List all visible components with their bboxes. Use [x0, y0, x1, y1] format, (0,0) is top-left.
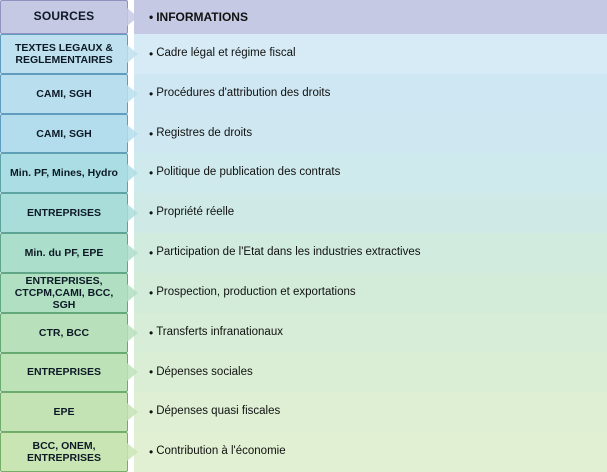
- information-label: Contribution à l'économie: [156, 445, 286, 458]
- diagram-row: [0, 34, 607, 74]
- diagram-row: [0, 74, 607, 114]
- information-label: Propriété réelle: [156, 206, 235, 219]
- source-cell: [0, 74, 128, 114]
- source-label: CAMI, SGH: [36, 127, 92, 140]
- diagram-row: [0, 392, 607, 432]
- source-label: ENTREPRISES: [26, 207, 102, 220]
- informations-column-header-label: INFORMATIONS: [156, 9, 248, 24]
- source-label: BCC, ONEM, ENTREPRISES: [26, 439, 102, 465]
- diagram-row: [0, 153, 607, 193]
- bullet-icon: •: [149, 405, 154, 420]
- source-label: ENTREPRISES, CTCPM,CAMI, BCC, SGH: [14, 274, 114, 311]
- information-label: Registres de droits: [156, 126, 253, 139]
- information-cell: [134, 34, 607, 74]
- source-cell: [0, 313, 128, 353]
- diagram-header-row: [0, 0, 607, 34]
- source-label: CAMI, SGH: [36, 87, 92, 100]
- source-label: EPE: [53, 406, 75, 419]
- source-cell: [0, 153, 128, 193]
- bullet-icon: •: [149, 245, 154, 260]
- bullet-icon: •: [149, 206, 154, 221]
- diagram-row: [0, 353, 607, 393]
- bullet-icon: •: [149, 10, 154, 24]
- source-cell: [0, 353, 128, 393]
- source-cell: [0, 432, 128, 472]
- source-cell: [0, 273, 128, 313]
- diagram-row: [0, 233, 607, 273]
- source-cell: [0, 193, 128, 233]
- sources-column-header: [0, 0, 128, 34]
- bullet-icon: •: [149, 166, 154, 181]
- bullet-icon: •: [149, 46, 154, 61]
- diagram-row: [0, 313, 607, 353]
- bullet-icon: •: [149, 365, 154, 380]
- diagram-row: [0, 114, 607, 154]
- information-label: Participation de l'Etat dans les industries extractives: [156, 246, 421, 259]
- source-cell: [0, 233, 128, 273]
- information-cell: [134, 392, 607, 432]
- source-cell: [0, 392, 128, 432]
- diagram-row: [0, 432, 607, 472]
- bullet-icon: •: [149, 86, 154, 101]
- bullet-icon: •: [149, 325, 154, 340]
- diagram-row: [0, 193, 607, 233]
- information-cell: [134, 114, 607, 154]
- bullet-icon: •: [149, 126, 154, 141]
- source-label: ENTREPRISES: [26, 366, 102, 379]
- source-label: Min. du PF, EPE: [24, 246, 104, 259]
- information-label: Transferts infranationaux: [156, 325, 283, 338]
- source-label: CTR, BCC: [38, 326, 90, 339]
- information-label: Dépenses sociales: [156, 365, 253, 378]
- information-cell: [134, 153, 607, 193]
- source-label: TEXTES LEGAUX & REGLEMENTAIRES: [14, 41, 113, 66]
- informations-column-header: [134, 0, 607, 34]
- source-cell: [0, 114, 128, 154]
- information-label: Prospection, production et exportations: [156, 285, 356, 298]
- information-label: Politique de publication des contrats: [156, 166, 341, 179]
- information-cell: [134, 353, 607, 393]
- information-cell: [134, 233, 607, 273]
- source-cell: [0, 34, 128, 74]
- information-cell: [134, 313, 607, 353]
- sources-column-header-label: SOURCES: [33, 9, 95, 24]
- source-label: Min. PF, Mines, Hydro: [10, 167, 118, 180]
- information-label: Cadre légal et régime fiscal: [156, 47, 296, 59]
- information-label: Dépenses quasi fiscales: [156, 405, 281, 418]
- information-cell: [134, 74, 607, 114]
- information-label: Procédures d'attribution des droits: [156, 86, 331, 99]
- information-cell: [134, 432, 607, 472]
- information-cell: [134, 273, 607, 313]
- diagram-row: [0, 273, 607, 313]
- bullet-icon: •: [149, 445, 154, 460]
- bullet-icon: •: [149, 285, 154, 300]
- information-cell: [134, 193, 607, 233]
